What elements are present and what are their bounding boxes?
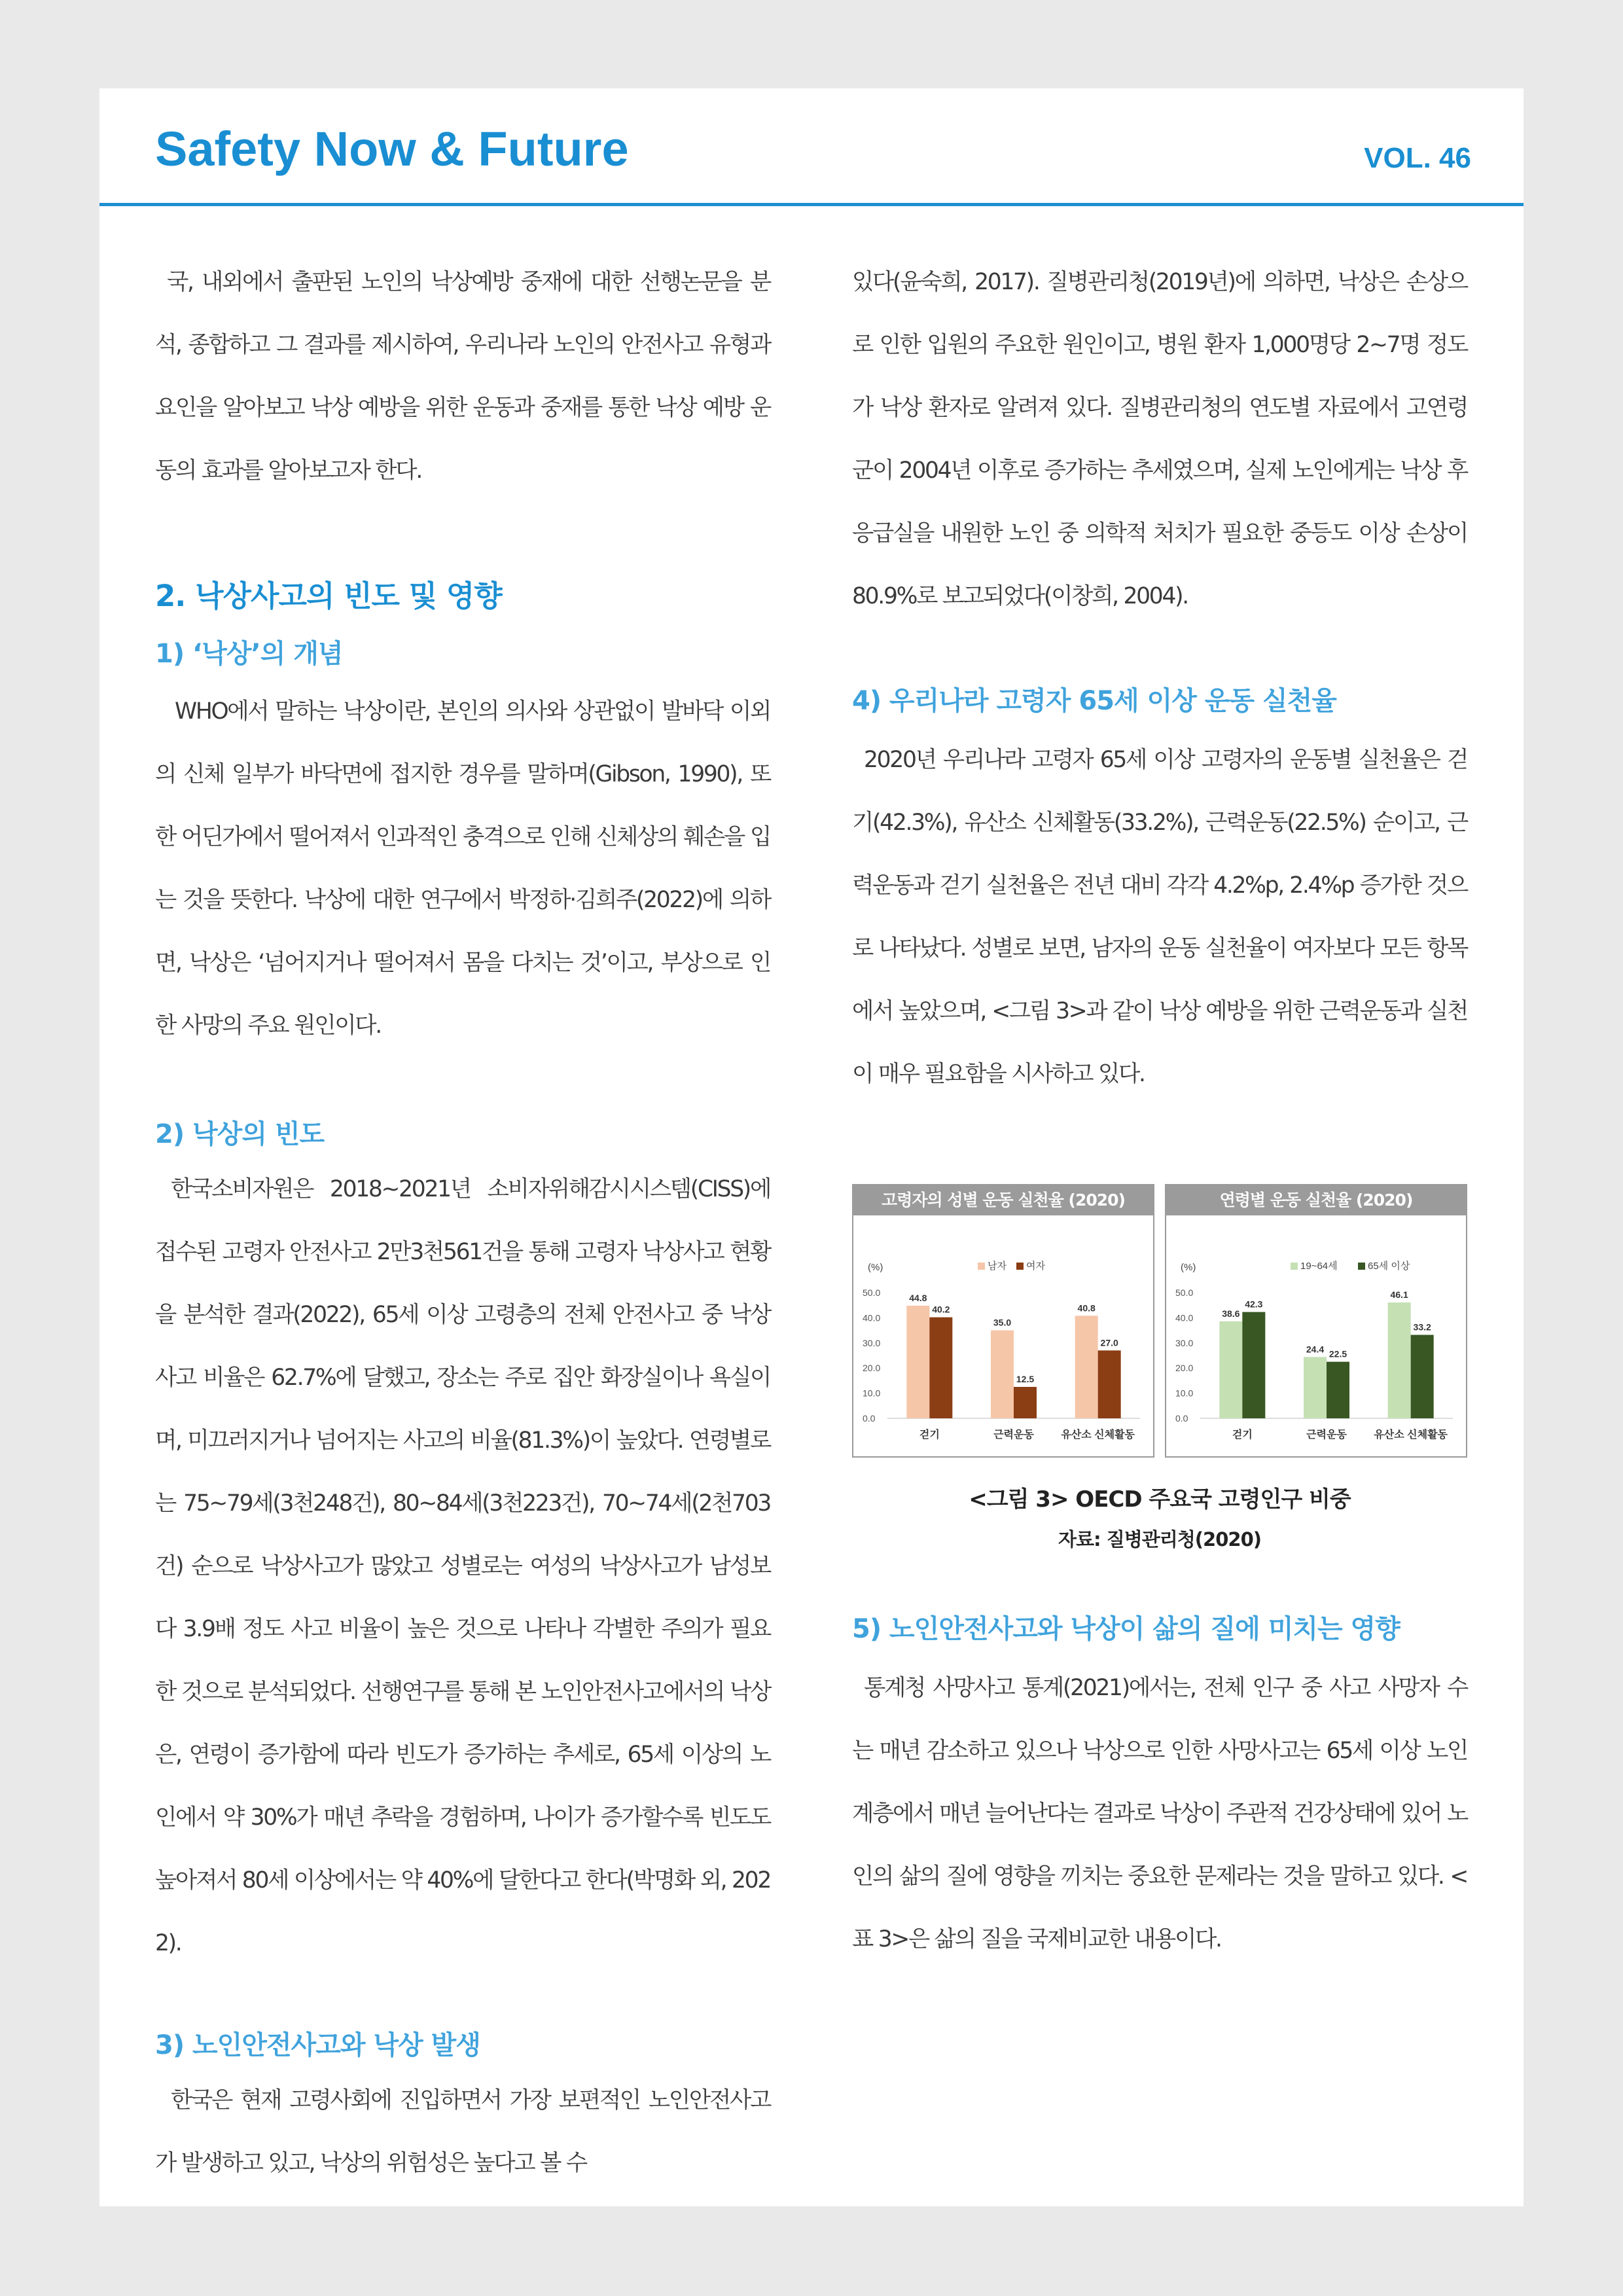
left-column: [155, 251, 770, 2195]
chart-panel-age: [1165, 1184, 1467, 1458]
age-bar-chart: [1166, 1215, 1466, 1456]
data-label: 27.0: [1100, 1337, 1118, 1348]
data-label: 46.1: [1390, 1289, 1408, 1300]
subsection-4-paragraph: 2020년 우리나라 고령자 65세 이상 고령자의 운동별 실천율은 걷기(42.3%), 유산소 신체활동(33.2%), 근력운동(22.5%) 순이고, 근력운동과 걷기 실천율은 전년 대비 각각 4.2%p, 2.4%p 증가한 것으로 나타났다. 성별로 보면, 남자의 운동 실천율이 여자보다 모든 항목에서 높았으며, <그림 3>과 같이 낙상 예방을 위한 근력운동과 실천이 매우 필요함을 시사하고 있다.: [852, 747, 1467, 1087]
chart-title: 고령자의 성별 운동 실천율 (2020): [853, 1185, 1153, 1215]
category-label: 유산소 신체활동: [1374, 1429, 1448, 1441]
category-label: 걷기: [919, 1429, 940, 1441]
bar: [1242, 1312, 1265, 1418]
category-label: 걷기: [1232, 1429, 1253, 1441]
category-label: 유산소 신체활동: [1061, 1429, 1135, 1441]
chart-title: 연령별 운동 실천율 (2020): [1166, 1185, 1466, 1215]
y-tick-label: 50.0: [1175, 1287, 1194, 1298]
bar: [1388, 1302, 1411, 1418]
subsection-1-paragraph: WHO에서 말하는 낙상이란, 본인의 의사와 상관없이 발바닥 이외의 신체 일부가 바닥면에 접지한 경우를 말하며(Gibson, 1990), 또한 어딘가에서 떨어져서 인과적인 충격으로 인해 신체상의 훼손을 입는 것을 뜻한다. 낙상에 대한 연구에서 박정하·김희주(2022)에 의하면, 낙상은 ‘넘어지거나 떨어져서 몸을 다치는 것’이고, 부상으로 인한 사망의 주요 원인이다.: [155, 698, 770, 1039]
subsection-2-paragraph: 한국소비자원은 2018~2021년 소비자위해감시시스템(CISS)에 접수된 고령자 안전사고 2만3천561건을 통해 고령자 낙상사고 현황을 분석한 결과(2022), 65세 이상 고령층의 전체 안전사고 중 낙상사고 비율은 62.7%에 달했고, 장소는 주로 집안 화장실이나 욕실이며, 미끄러지거나 넘어지는 사고의 비율(81.3%)이 높았다. 연령별로는 75~79세(3천248건), 80~84세(3천223건), 70~74세(2천703건) 순으로 낙상사고가 많았고 성별로는 여성의 낙상사고가 남성보다 3.9배 정도 사고 비율이 높은 것으로 나타나 각별한 주의가 필요한 것으로 분석되었다. 선행연구를 통해 본 노인안전사고에서의 낙상은, 연령이 증가함에 따라 빈도가 증가하는 추세로, 65세 이상의 노인에서 약 30%가 매년 추락을 경험하며, 나이가 증가할수록 빈도도 높아져서 80세 이상에서는 약 40%에 달한다고 한다(박명화 외, 2022).: [155, 1176, 770, 1956]
continued-paragraph: 있다(윤숙희, 2017). 질병관리청(2019년)에 의하면, 낙상은 손상으로 인한 입원의 주요한 원인이고, 병원 환자 1,000명당 2~7명 정도가 낙상 환자로 알려져 있다. 질병관리청의 연도별 자료에서 고연령 군이 2004년 이후로 증가하는 추세였으며, 실제 노인에게는 낙상 후 응급실을 내원한 노인 중 의학적 처치가 필요한 중등도 이상 손상이 80.9%로 보고되었다(이창희, 2004).: [852, 269, 1467, 609]
data-label: 42.3: [1245, 1299, 1263, 1310]
data-label: 35.0: [993, 1317, 1012, 1328]
subsection-1-heading: 1) ‘낙상’의 개념: [155, 639, 343, 669]
volume-label: VOL. 46: [1364, 142, 1471, 174]
brand-title: Safety Now & Future: [155, 122, 629, 176]
category-label: 근력운동: [993, 1429, 1034, 1441]
y-axis-unit: (%): [1181, 1262, 1196, 1273]
page: [99, 88, 1524, 2206]
subsection-5-heading: 5) 노인안전사고와 낙상이 삶의 질에 미치는 영향: [852, 1614, 1400, 1644]
data-label: 12.5: [1016, 1374, 1035, 1384]
bar: [1014, 1387, 1037, 1418]
right-column: [852, 251, 1467, 1971]
y-tick-label: 50.0: [863, 1287, 881, 1298]
y-tick-label: 10.0: [1175, 1388, 1194, 1399]
legend-swatch: [1291, 1263, 1298, 1270]
subsection-5-paragraph: 통계청 사망사고 통계(2021)에서는, 전체 인구 중 사고 사망자 수는 매년 감소하고 있으나 낙상으로 인한 사망사고는 65세 이상 노인 계층에서 매년 늘어난다는 결과로 낙상이 주관적 건강상태에 있어 노인의 삶의 질에 영향을 끼치는 중요한 문제라는 것을 말하고 있다. <표 3>은 삶의 질을 국제비교한 내용이다.: [852, 1675, 1467, 1952]
bar: [991, 1331, 1014, 1418]
y-tick-label: 10.0: [863, 1388, 881, 1399]
subsection-3-paragraph: 한국은 현재 고령사회에 진입하면서 가장 보편적인 노인안전사고가 발생하고 있고, 낙상의 위험성은 높다고 볼 수: [155, 2087, 770, 2176]
y-tick-label: 40.0: [863, 1312, 881, 1323]
y-tick-label: 20.0: [1175, 1363, 1194, 1374]
bar: [1327, 1362, 1349, 1418]
subsection-2-heading: 2) 낙상의 빈도: [155, 1119, 325, 1149]
data-label: 22.5: [1329, 1348, 1347, 1359]
header: [99, 88, 1524, 206]
intro-paragraph: 국, 내외에서 출판된 노인의 낙상예방 중재에 대한 선행논문을 분석, 종합하고 그 결과를 제시하여, 우리나라 노인의 안전사고 유형과 요인을 알아보고 낙상 예방을 위한 운동과 중재를 통한 낙상 예방 운동의 효과를 알아보고자 한다.: [155, 269, 770, 484]
y-tick-label: 0.0: [863, 1413, 876, 1424]
legend-label: 남자: [988, 1261, 1007, 1272]
section-2-heading: 2. 낙상사고의 빈도 및 영향: [155, 579, 502, 613]
data-label: 24.4: [1306, 1344, 1325, 1355]
bar: [1075, 1316, 1098, 1418]
subsection-4-heading: 4) 우리나라 고령자 65세 이상 운동 실천율: [852, 686, 1336, 716]
data-label: 40.8: [1077, 1302, 1096, 1314]
bar: [929, 1318, 952, 1418]
bar: [1304, 1357, 1327, 1418]
legend-label: 여자: [1026, 1261, 1045, 1272]
y-tick-label: 30.0: [1175, 1337, 1194, 1348]
legend-swatch: [978, 1263, 985, 1270]
y-axis-unit: (%): [868, 1262, 883, 1273]
y-tick-label: 20.0: [863, 1363, 881, 1374]
legend-swatch: [1358, 1263, 1365, 1270]
data-label: 44.8: [909, 1292, 927, 1303]
data-label: 40.2: [932, 1304, 950, 1315]
chart-panel-gender: [852, 1184, 1154, 1458]
figure-3: [852, 1184, 1467, 1458]
y-tick-label: 40.0: [1175, 1312, 1194, 1323]
data-label: 33.2: [1413, 1321, 1431, 1333]
legend-label: 19~64세: [1300, 1261, 1338, 1272]
bar: [1219, 1321, 1242, 1418]
y-tick-label: 0.0: [1175, 1413, 1188, 1424]
figure-source: 자료: 질병관리청(2020): [1058, 1528, 1261, 1551]
bar: [1411, 1335, 1434, 1418]
figure-caption: <그림 3> OECD 주요국 고령인구 비중: [969, 1486, 1351, 1513]
gender-bar-chart: [853, 1215, 1153, 1456]
bar: [906, 1306, 929, 1418]
legend-label: 65세 이상: [1368, 1261, 1410, 1272]
bar: [1098, 1350, 1121, 1418]
legend-swatch: [1016, 1263, 1024, 1270]
category-label: 근력운동: [1306, 1429, 1347, 1441]
subsection-3-heading: 3) 노인안전사고와 낙상 발생: [155, 2030, 480, 2060]
y-tick-label: 30.0: [863, 1337, 881, 1348]
data-label: 38.6: [1222, 1308, 1240, 1319]
